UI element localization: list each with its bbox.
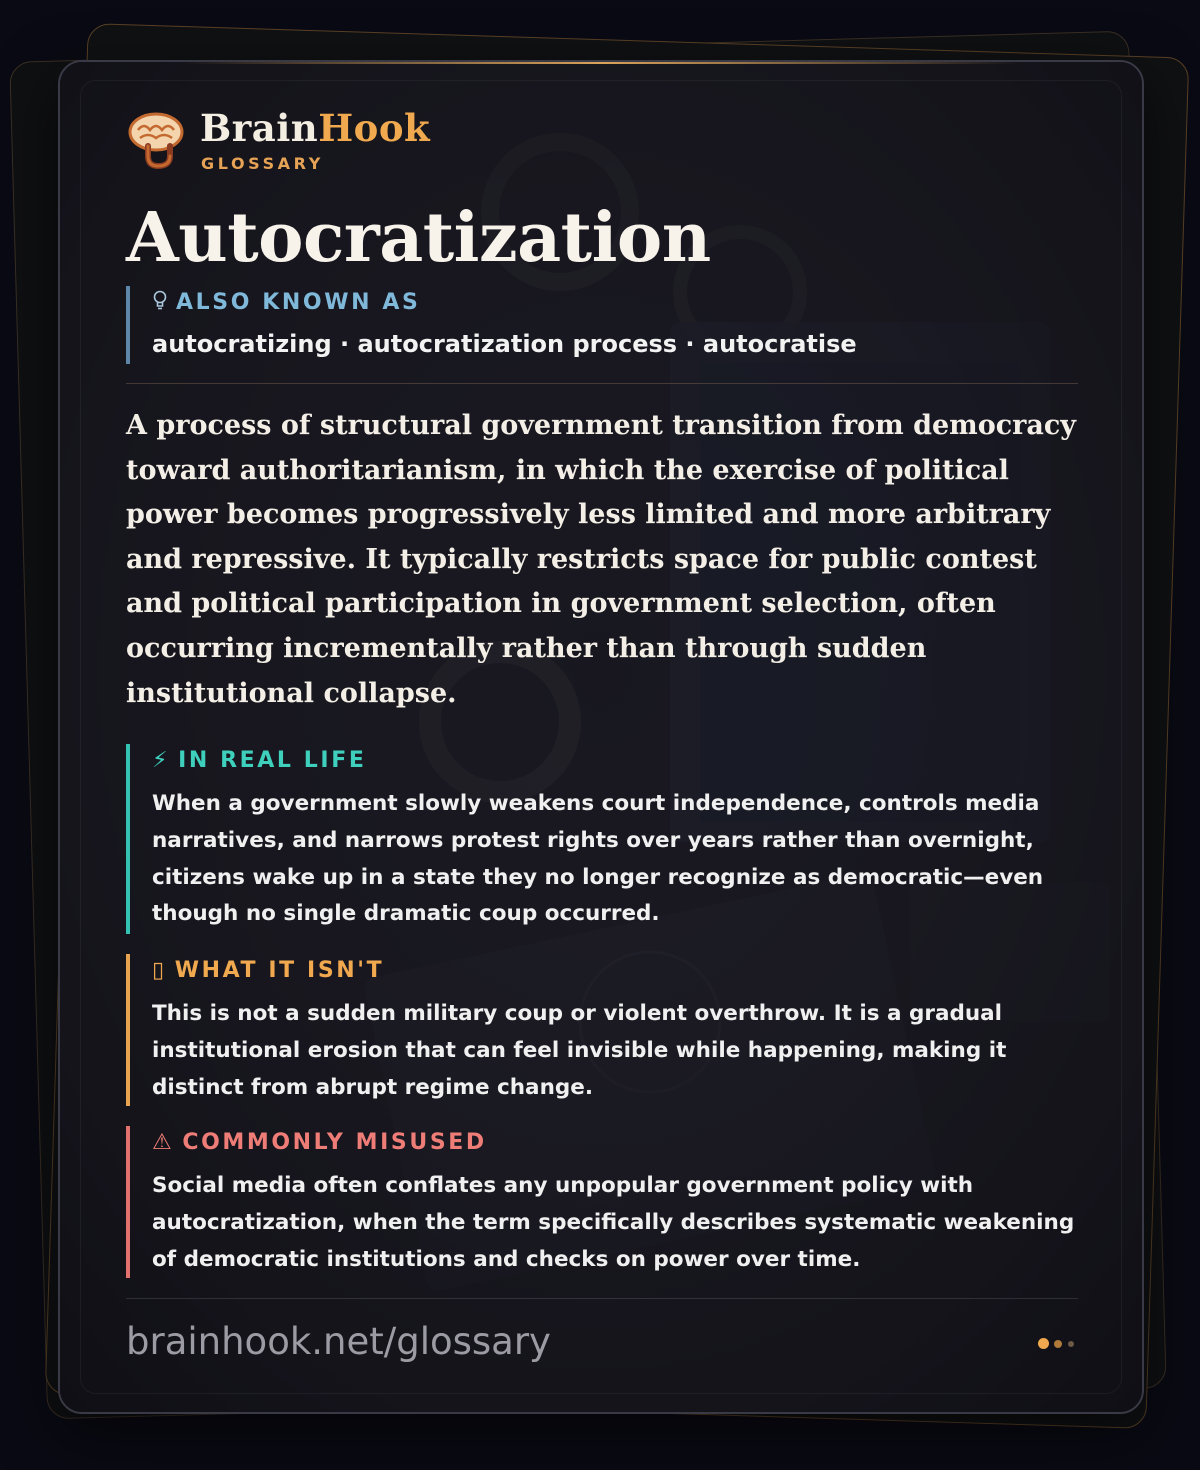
- divider: [126, 383, 1078, 384]
- note-what-it-isnt-heading: [152, 958, 384, 983]
- glossary-card: [58, 60, 1144, 1414]
- lightbulb-icon: [152, 290, 168, 312]
- brand-header: [126, 106, 526, 173]
- top-glow-line: [180, 62, 1022, 64]
- note-misused-title: COMMONLY MISUSED: [182, 1130, 487, 1155]
- term-title: Autocratization: [126, 198, 711, 278]
- footer-url[interactable]: brainhook.net/glossary: [126, 1320, 551, 1363]
- aka-title: ALSO KNOWN AS: [176, 290, 421, 315]
- lightning-icon: ⚡: [152, 748, 171, 773]
- note-real-life-heading: [152, 748, 366, 773]
- note-commonly-misused: [126, 1126, 1080, 1278]
- brand-name: [200, 106, 430, 150]
- note-real-life: [126, 744, 1080, 934]
- brand-name-part1: Brain: [200, 106, 319, 150]
- page-dot: [1068, 1341, 1074, 1347]
- brain-hook-icon: [126, 110, 186, 170]
- page-dot-active: [1038, 1338, 1049, 1349]
- note-real-life-title: IN REAL LIFE: [178, 748, 367, 773]
- note-what-it-isnt-title: WHAT IT ISN'T: [174, 958, 385, 983]
- aka-heading: [152, 290, 420, 315]
- note-misused-body: Social media often conflates any unpopular government policy with autocratization, when the term specifically describes systematic weakening of democratic institutions and checks on power over time.: [152, 1173, 1075, 1272]
- aka-list: autocratizing · autocratization process · autocratise: [152, 330, 857, 358]
- also-known-as-section: [126, 286, 1030, 364]
- note-what-it-isnt-body: This is not a sudden military coup or violent overthrow. It is a gradual institutional erosion that can feel invisible while happening, making it distinct from abrupt regime change.: [152, 1001, 1007, 1100]
- note-misused-heading: [152, 1130, 487, 1155]
- note-what-it-isnt: [126, 954, 1080, 1106]
- brand-subtitle: GLOSSARY: [201, 154, 324, 173]
- definition-text: A process of structural government transition from democracy toward authoritarianism, in which the exercise of political power becomes progressively less limited and more arbitrary and repressive. It typically restricts space for public contest and political participation in government selection, often occurring incrementally rather than through sudden institutional collapse.: [126, 410, 1076, 709]
- brand-name-part2: Hook: [318, 106, 431, 150]
- note-real-life-body: When a government slowly weakens court independence, controls media narratives, and narrows protest rights over years rather than overnight, citizens wake up in a state they no longer recognize as democratic—even though no single dramatic coup occurred.: [152, 791, 1044, 927]
- missing-glyph-icon: ▯: [152, 958, 167, 983]
- pagination-dots-icon: [1038, 1338, 1078, 1350]
- footer-divider: [126, 1298, 1078, 1299]
- page-dot: [1054, 1340, 1062, 1348]
- warning-icon: ⚠: [152, 1130, 175, 1155]
